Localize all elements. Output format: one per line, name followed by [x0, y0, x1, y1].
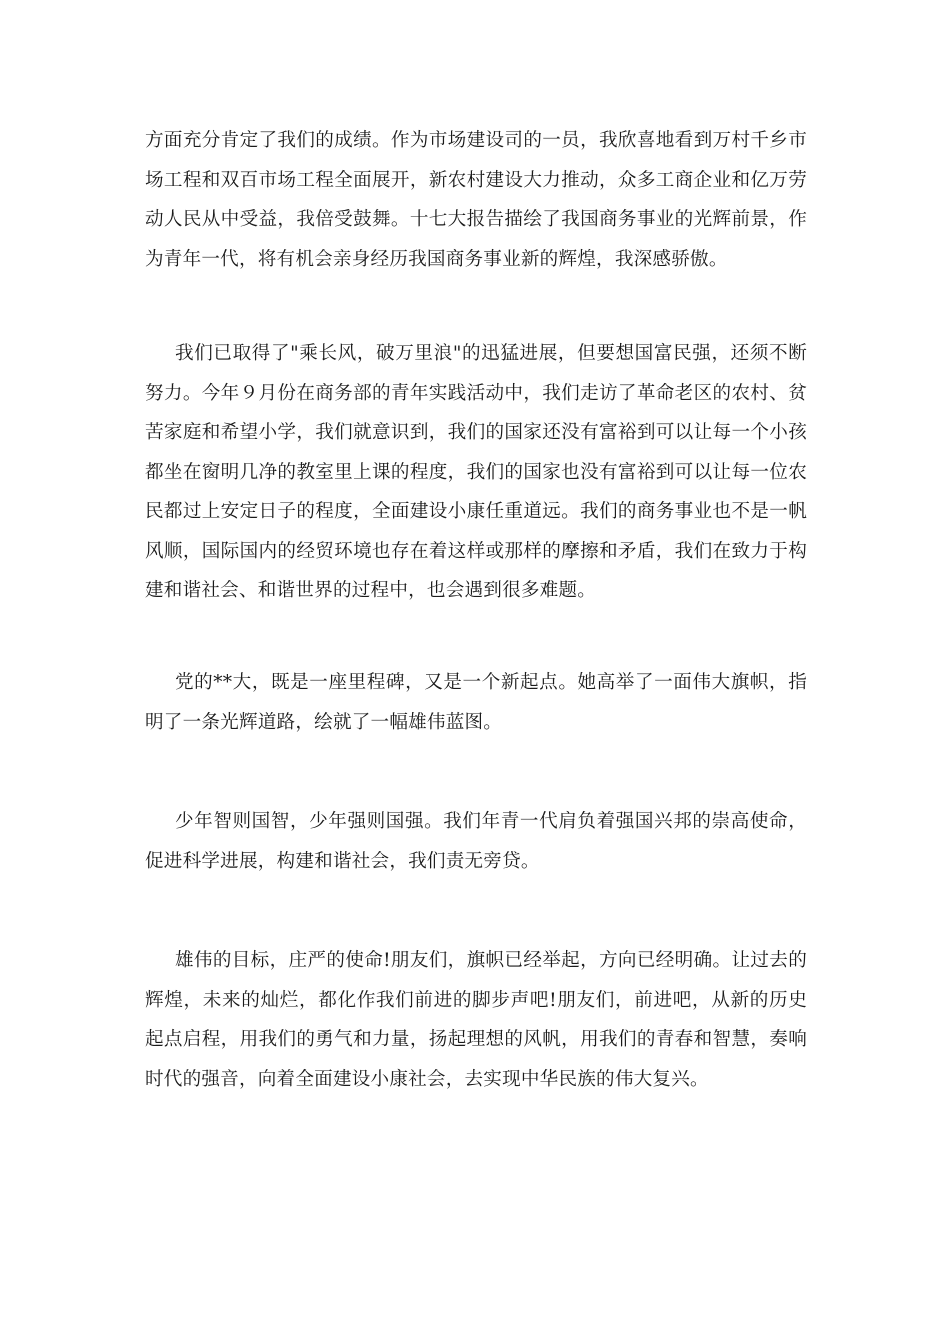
- paragraph-5: 雄伟的目标，庄严的使命!朋友们，旗帜已经举起，方向已经明确。让过去的辉煌，未来的灿烂，都化作我们前进的脚步声吧!朋友们，前进吧，从新的历史起点启程，用我们的勇气和力量，扬起理想的风帆，用我们的青春和智慧，奏响时代的强音，向着全面建设小康社会，去实现中华民族的伟大复兴。: [145, 950, 807, 1090]
- paragraph-3: 党的**大，既是一座里程碑，又是一个新起点。她高举了一面伟大旗帜，指明了一条光辉道路，绘就了一幅雄伟蓝图。: [145, 672, 807, 733]
- paragraph-4: 少年智则国智，少年强则国强。我们年青一代肩负着强国兴邦的崇高使命，促进科学进展，构建和谐社会，我们责无旁贷。: [145, 811, 807, 872]
- paragraph-1: 方面充分肯定了我们的成绩。作为市场建设司的一员，我欣喜地看到万村千乡市场工程和双百市场工程全面展开，新农村建设大力推动，众多工商企业和亿万劳动人民从中受益，我倍受鼓舞。十七大报告描绘了我国商务事业的光辉前景，作为青年一代，将有机会亲身经历我国商务事业新的辉煌，我深感骄傲。: [145, 130, 807, 270]
- paragraph-2: 我们已取得了"乘长风，破万里浪"的迅猛进展，但要想国富民强，还须不断努力。今年９月份在商务部的青年实践活动中，我们走访了革命老区的农村、贫苦家庭和希望小学，我们就意识到，我们的国家还没有富裕到可以让每一个小孩都坐在窗明几净的教室里上课的程度，我们的国家也没有富裕到可以让每一位农民都过上安定日子的程度，全面建设小康任重道远。我们的商务事业也不是一帆风顺，国际国内的经贸环境也存在着这样或那样的摩擦和矛盾，我们在致力于构建和谐社会、和谐世界的过程中，也会遇到很多难题。: [145, 343, 807, 601]
